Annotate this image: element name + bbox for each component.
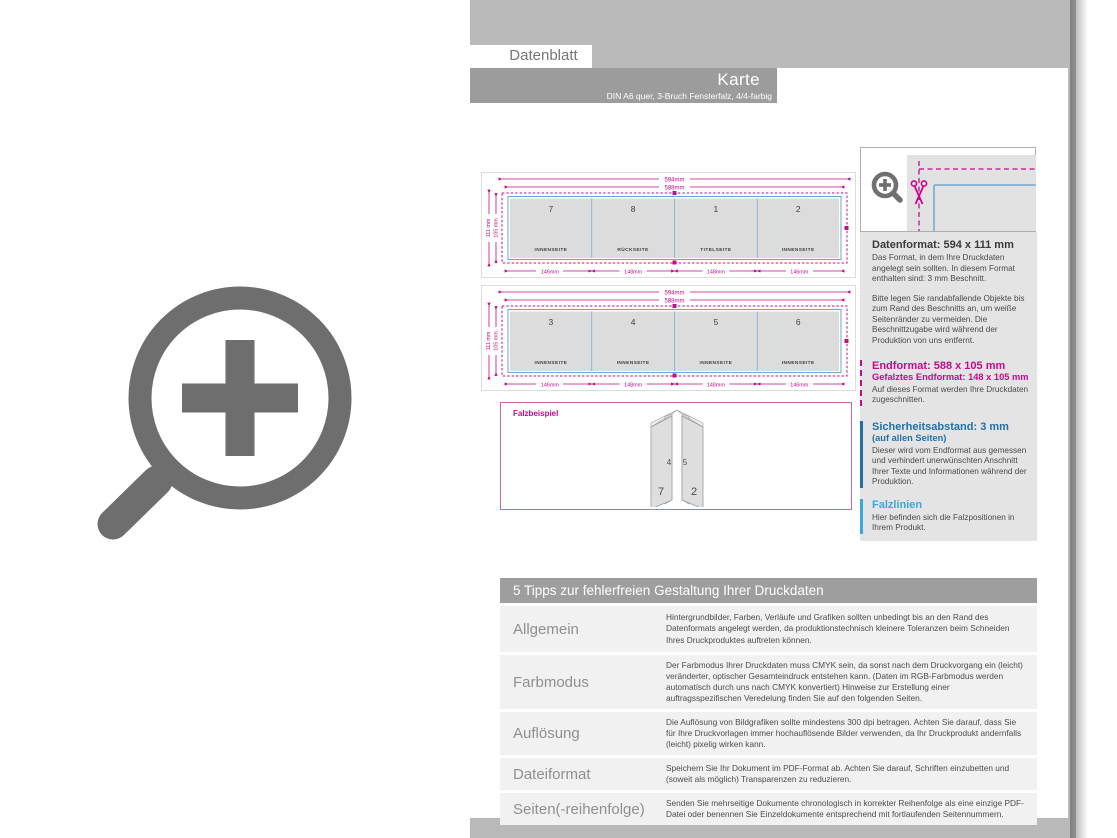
page-title: Karte (717, 70, 760, 89)
dim-seg: 146mm (540, 269, 559, 276)
corner-detail-diagram (907, 155, 1036, 231)
endformat-text: Auf dieses Format werden Ihre Druckdaten zugeschnitten. (872, 384, 1029, 405)
dim-seg: 148mm (706, 269, 725, 276)
backdrop-strip (592, 45, 1068, 68)
tip-text: Die Auflösung von Bildgrafiken sollte mindestens 300 dpi betragen. Achten Sie darauf, dass Sie für Ihre Druckvorlagen immer hochauflösende Bilder verwenden, da Ihr Druckprodukt andernfalls (leicht) pixelig wirken kann. (666, 717, 1022, 750)
dim-seg: 148mm (624, 269, 643, 276)
panel-number: 1 (713, 204, 719, 214)
fold-num: 5 (682, 458, 688, 467)
tip-label: Dateiformat (513, 765, 591, 783)
sicherheitsabstand-subtitle: (auf allen Seiten) (872, 432, 947, 443)
tip-text: Senden Sie mehrseitige Dokumente chronologisch in korrekter Reihenfolge als eine einzige PDF-Datei oder benennen Sie Einzeldokumente entsprechend mit fortlaufenden Seitennummern. (666, 798, 1024, 820)
tip-label: Auflösung (513, 725, 580, 743)
datasheet-page (470, 45, 1068, 818)
datenformat-title: Datenformat: 594 x 111 mm (872, 239, 1014, 251)
sheet-diagram-outside (481, 172, 856, 278)
dim-588: 588mm (664, 185, 685, 192)
panel-number: 4 (630, 317, 636, 327)
panel-number: 2 (795, 204, 801, 214)
dim-seg: 148mm (706, 382, 725, 389)
table-row (500, 793, 1037, 825)
zoom-icon (866, 168, 910, 212)
dim-seg: 146mm (790, 382, 809, 389)
dim-111: 111 mm (486, 331, 492, 351)
section-endformat (860, 360, 1029, 406)
dim-105: 105 mm (493, 218, 500, 238)
sicherheitsabstand-title: Sicherheitsabstand: 3 mm (872, 420, 1009, 433)
fold-example-box (500, 402, 852, 510)
panel-label: INNENSEITE (781, 248, 815, 253)
dim-111: 111 mm (486, 218, 492, 238)
tips-header: 5 Tipps zur fehlerfreien Gestaltung Ihrer Druckdaten (500, 578, 1037, 603)
panel-label: TITELSEITE (700, 248, 732, 253)
panel-number: 5 (713, 317, 719, 327)
page-subtitle: DIN A6 quer, 3-Bruch Fensterfalz, 4/4-farbig (606, 91, 772, 101)
section-sicherheitsabstand (860, 421, 1029, 488)
tip-label: Allgemein (513, 620, 579, 638)
dim-105: 105 mm (493, 331, 500, 351)
section-falzlinien (860, 499, 1029, 534)
sicherheitsabstand-text: Dieser wird vom Endformat aus gemessen und verhindert unerwünschten Anschnitt Ihrer Texte und Informationen während der Produktion. (872, 445, 1027, 487)
panel-label: INNENSEITE (699, 361, 733, 366)
panel-label: INNENSEITE (534, 248, 568, 253)
falzlinien-title: Falzlinien (872, 498, 923, 511)
dim-seg: 146mm (790, 269, 809, 276)
panel-number: 6 (795, 317, 801, 327)
panel-number: 3 (548, 317, 554, 327)
tip-text: Speichern Sie Ihr Dokument im PDF-Format ab. Achten Sie darauf, Schriften einzubetten und (soweit als möglich) Transparenzen zu reduzieren. (666, 763, 1010, 785)
datenformat-text-2: Bitte legen Sie randabfallende Objekte bis zum Rand des Beschnitts an, um weiße Seitenränder zu vermeiden. Die Beschnittzugabe wird während der Produktion von uns entfernt. (872, 293, 1025, 345)
fold-num: 7 (657, 486, 665, 498)
endformat-title: Endformat: 588 x 105 mm (872, 360, 1006, 373)
dim-594: 594mm (664, 290, 685, 297)
panel-label: INNENSEITE (534, 361, 568, 366)
panel-label: INNENSEITE (781, 361, 815, 366)
table-row (500, 655, 1037, 709)
panel-number: 7 (548, 204, 554, 214)
tip-text: Der Farbmodus Ihrer Druckdaten muss CMYK sein, da sonst nach dem Druckvorgang ein (leicht) veränderter, optischer Gesamteindruck entstehen kann. (Daten im RGB-Farbmodus werden automatisch durch uns nach CMYK konvertiert) Hinweise zur Erstellung einer auftragsspezifischen Veredelung finden Sie auf den folgenden Seiten. (666, 660, 1023, 704)
page-edge-shadow (1070, 0, 1088, 838)
falzlinien-text: Hier befinden sich die Falzpositionen in Ihrem Produkt. (872, 512, 1015, 533)
fold-example-label: Falzbeispiel (513, 409, 559, 418)
bleed-detail-box (860, 147, 1036, 232)
datenblatt-tab: Datenblatt (495, 45, 592, 68)
dim-seg: 148mm (624, 382, 643, 389)
title-band (470, 68, 777, 103)
zoom-plus-icon (95, 268, 367, 550)
fold-num: 2 (690, 486, 698, 498)
panel-number: 8 (630, 204, 636, 214)
sheet-diagram-inside (481, 285, 856, 391)
datenformat-text-1: Das Format, in dem Ihre Druckdaten angelegt sein sollten. In diesem Format enthalten sind: 3 mm Beschnitt. (872, 253, 1015, 284)
tip-text: Hintergrundbilder, Farben, Verläufe und Grafiken sollten unbedingt bis an den Rand des Datenformats angelegt werden, da produktionstechnisch kleinere Toleranzen beim Schneiden Ihres Druckproduktes auftreten können. (666, 612, 1010, 645)
table-row (500, 606, 1037, 652)
table-row (500, 758, 1037, 790)
tip-label: Seiten(-reihenfolge) (513, 800, 645, 818)
dim-588: 588mm (664, 298, 685, 305)
section-datenformat (872, 239, 1029, 346)
table-row (500, 712, 1037, 755)
tip-label: Farbmodus (513, 673, 589, 691)
endformat-subtitle: Gefalztes Endformat: 148 x 105 mm (872, 372, 1029, 383)
dim-594: 594mm (664, 177, 685, 184)
fold-num: 4 (666, 458, 672, 467)
dim-seg: 146mm (540, 382, 559, 389)
panel-label: RÜCKSEITE (617, 248, 649, 253)
panel-label: INNENSEITE (616, 361, 650, 366)
tips-table (500, 578, 1037, 825)
fold-example-illustration (501, 403, 851, 507)
format-info-panel (860, 232, 1037, 541)
